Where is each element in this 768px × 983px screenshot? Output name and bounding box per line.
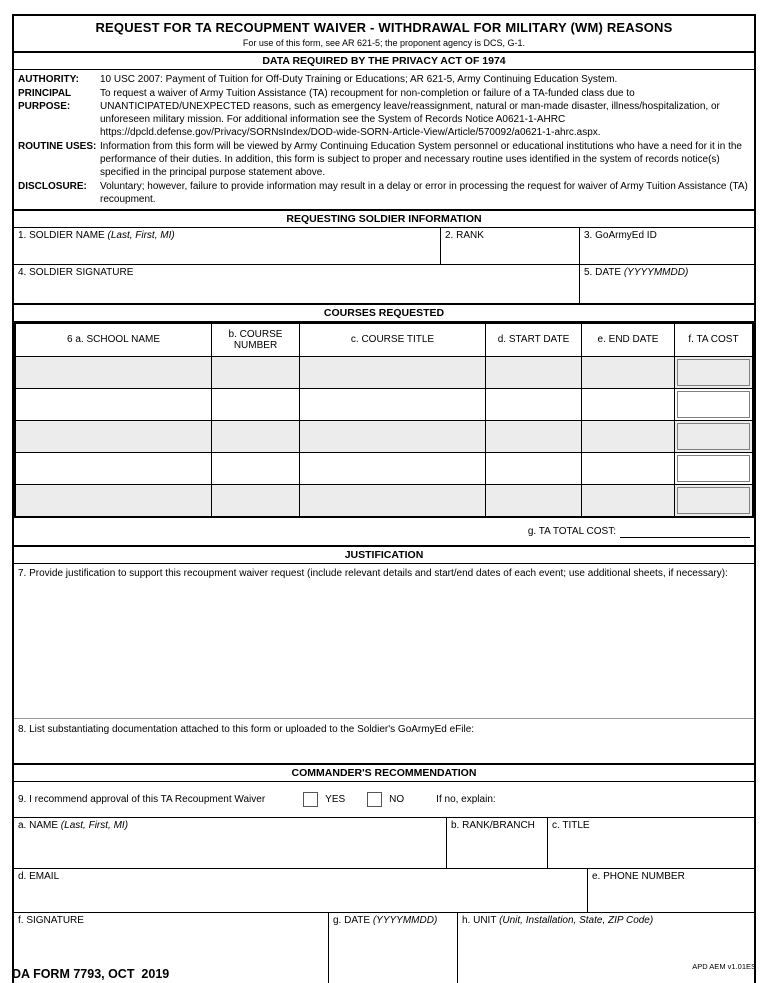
- course-row: [16, 421, 752, 453]
- form-number: DA FORM 7793, OCT 2019: [12, 967, 170, 981]
- ta-total-cost-label: g. TA TOTAL COST:: [527, 526, 616, 537]
- ta-total-cost-row: [14, 518, 754, 545]
- course-cell[interactable]: [211, 389, 299, 420]
- authority-label: AUTHORITY:: [18, 74, 79, 85]
- course-number-column-header: b. COURSE NUMBER: [211, 324, 299, 356]
- course-row: [16, 453, 752, 485]
- recommendation-row: [14, 782, 754, 818]
- disclosure-text: Voluntary; however, failure to provide information may result in a delay or error in processing the request for waiver of Army Tuition Assistance (TA) recoupment.: [100, 181, 748, 205]
- documentation-prompt: 8. List substantiating documentation attached to this form or uploaded to the Soldier's GoArmyEd eFile:: [18, 724, 475, 735]
- email-label: d. EMAIL: [18, 871, 60, 882]
- form-header: [14, 16, 754, 51]
- commander-date-label: g. DATE: [333, 915, 371, 926]
- rank-branch-cell[interactable]: [446, 818, 547, 868]
- title-label: c. TITLE: [552, 820, 590, 831]
- course-cell[interactable]: [16, 389, 211, 420]
- courses-table: [14, 322, 754, 518]
- course-cell[interactable]: [211, 453, 299, 484]
- course-cell[interactable]: [581, 453, 674, 484]
- course-row: [16, 485, 752, 516]
- ta-cost-input[interactable]: [677, 455, 750, 482]
- justification-field[interactable]: [14, 564, 754, 719]
- course-cell[interactable]: [211, 357, 299, 388]
- unit-cell[interactable]: [457, 913, 754, 983]
- rank-branch-label: b. RANK/BRANCH: [451, 820, 535, 831]
- ta-total-cost-line[interactable]: [620, 525, 750, 538]
- disclosure-label: DISCLOSURE:: [18, 181, 87, 192]
- commander-name-cell[interactable]: [14, 818, 446, 868]
- justification-prompt: 7. Provide justification to support this recoupment waiver request (include relevant details and start/end dates of each event; use additional sheets, if necessary):: [18, 568, 728, 579]
- course-cell[interactable]: [211, 421, 299, 452]
- ta-cost-column-header: f. TA COST: [674, 324, 752, 356]
- soldier-date-hint: (YYYYMMDD): [623, 267, 689, 278]
- title-cell[interactable]: [547, 818, 754, 868]
- school-name-column-header: 6 a. SCHOOL NAME: [67, 334, 160, 346]
- form-body: [12, 14, 756, 983]
- goarmyed-id-label: 3. GoArmyEd ID: [584, 230, 657, 241]
- if-no-explain-label: If no, explain:: [436, 794, 496, 805]
- course-cell[interactable]: [299, 421, 485, 452]
- courses-table-header: [16, 324, 752, 357]
- course-cell[interactable]: [16, 485, 211, 516]
- course-row: [16, 389, 752, 421]
- course-cell[interactable]: [581, 421, 674, 452]
- commander-row-2: [14, 869, 754, 913]
- course-cell[interactable]: [485, 485, 581, 516]
- phone-number-cell[interactable]: [587, 869, 754, 912]
- no-checkbox[interactable]: [367, 792, 382, 807]
- unit-hint: (Unit, Installation, State, ZIP Code): [499, 915, 654, 926]
- commander-recommendation-header: COMMANDER'S RECOMMENDATION: [14, 763, 754, 782]
- yes-label: YES: [325, 794, 346, 805]
- privacy-row-authority: [18, 72, 750, 86]
- course-cell[interactable]: [581, 357, 674, 388]
- authority-text: 10 USC 2007: Payment of Tuition for Off-Duty Training or Educations; AR 621-5, Army Continuing Education System.: [100, 74, 618, 85]
- commander-name-hint: (Last, First, MI): [60, 820, 129, 831]
- documentation-field[interactable]: [14, 719, 754, 763]
- soldier-info-header: REQUESTING SOLDIER INFORMATION: [14, 209, 754, 228]
- soldier-name-label: 1. SOLDIER NAME: [18, 230, 105, 241]
- rank-cell[interactable]: [440, 228, 579, 264]
- commander-date-hint: (YYYYMMDD): [372, 915, 438, 926]
- course-cell[interactable]: [16, 421, 211, 452]
- commander-name-label: a. NAME: [18, 820, 59, 831]
- no-label: NO: [389, 794, 405, 805]
- soldier-signature-cell[interactable]: [14, 265, 579, 303]
- course-cell[interactable]: [581, 485, 674, 516]
- course-cell[interactable]: [299, 485, 485, 516]
- ta-cost-cell[interactable]: [674, 485, 752, 516]
- ta-cost-cell[interactable]: [674, 389, 752, 420]
- course-row: [16, 357, 752, 389]
- soldier-info-row-2: [14, 265, 754, 303]
- recommendation-statement: 9. I recommend approval of this TA Recoupment Waiver: [18, 794, 266, 805]
- form-title: REQUEST FOR TA RECOUPMENT WAIVER - WITHDRAWAL FOR MILITARY (WM) REASONS: [95, 20, 673, 35]
- rank-label: 2. RANK: [445, 230, 484, 241]
- commander-signature-label: f. SIGNATURE: [18, 915, 84, 926]
- privacy-row-routine-uses: [18, 139, 750, 179]
- end-date-column-header: e. END DATE: [581, 324, 674, 356]
- course-cell[interactable]: [211, 485, 299, 516]
- course-cell[interactable]: [299, 453, 485, 484]
- soldier-name-hint: (Last, First, MI): [107, 230, 175, 241]
- soldier-info-row-1: [14, 228, 754, 265]
- commander-date-cell[interactable]: [328, 913, 457, 983]
- start-date-column-header: d. START DATE: [485, 324, 581, 356]
- soldier-date-label: 5. DATE: [584, 267, 622, 278]
- course-cell[interactable]: [299, 389, 485, 420]
- course-cell[interactable]: [485, 389, 581, 420]
- yes-checkbox[interactable]: [303, 792, 318, 807]
- ta-cost-input[interactable]: [677, 359, 750, 386]
- justification-header: JUSTIFICATION: [14, 545, 754, 564]
- privacy-act-block: [14, 70, 754, 209]
- privacy-row-disclosure: [18, 179, 750, 206]
- unit-label: h. UNIT: [462, 915, 497, 926]
- principal-purpose-text: To request a waiver of Army Tuition Assistance (TA) recoupment for non-completion or failure of a TA-funded class due to UNANTICIPATED/UNEXPECTED reasons, such as emergency leave/reassignment, natural or man-made disaster, illness/hospitalization, or unforeseen military mission. For additional information see the System of Records Notice A0621-1-AHRC https://dpcld.defense.gov/Privacy/SORNsIndex/DOD-wide-SORN-Article-View/Article/570092/a0621-1-ahrc.aspx.: [100, 88, 720, 138]
- ta-cost-input[interactable]: [677, 391, 750, 418]
- phone-number-label: e. PHONE NUMBER: [592, 871, 685, 882]
- email-cell[interactable]: [14, 869, 587, 912]
- course-cell[interactable]: [299, 357, 485, 388]
- course-title-column-header: c. COURSE TITLE: [299, 324, 485, 356]
- privacy-row-principal-purpose: [18, 86, 750, 139]
- routine-uses-text: Information from this form will be viewed by Army Continuing Education System personnel or educational institutions who have a need for it in the performance of their duties. In addition, this form is subject to proper and necessary routine uses identified in the system of records notice(s) specified in the principal purpose statement above.: [100, 141, 742, 178]
- ta-cost-input[interactable]: [677, 423, 750, 450]
- course-cell[interactable]: [581, 389, 674, 420]
- apd-version: APD AEM v1.01ES: [692, 962, 756, 971]
- commander-row-1: [14, 818, 754, 869]
- course-cell[interactable]: [16, 357, 211, 388]
- course-cell[interactable]: [16, 453, 211, 484]
- goarmyed-id-cell[interactable]: [579, 228, 754, 264]
- course-cell[interactable]: [485, 453, 581, 484]
- ta-cost-cell[interactable]: [674, 453, 752, 484]
- soldier-date-cell[interactable]: [579, 265, 754, 303]
- course-cell[interactable]: [485, 421, 581, 452]
- course-cell[interactable]: [485, 357, 581, 388]
- form-subtitle: For use of this form, see AR 621-5; the proponent agency is DCS, G-1.: [242, 38, 526, 48]
- principal-purpose-label: PRINCIPAL PURPOSE:: [18, 88, 71, 112]
- soldier-name-cell[interactable]: [14, 228, 440, 264]
- courses-table-body: [16, 357, 752, 516]
- ta-cost-input[interactable]: [677, 487, 750, 514]
- routine-uses-label: ROUTINE USES:: [18, 141, 97, 152]
- ta-cost-cell[interactable]: [674, 357, 752, 388]
- soldier-signature-label: 4. SOLDIER SIGNATURE: [18, 267, 134, 278]
- privacy-act-header: DATA REQUIRED BY THE PRIVACY ACT OF 1974: [14, 51, 754, 70]
- ta-cost-cell[interactable]: [674, 421, 752, 452]
- courses-header: COURSES REQUESTED: [14, 303, 754, 322]
